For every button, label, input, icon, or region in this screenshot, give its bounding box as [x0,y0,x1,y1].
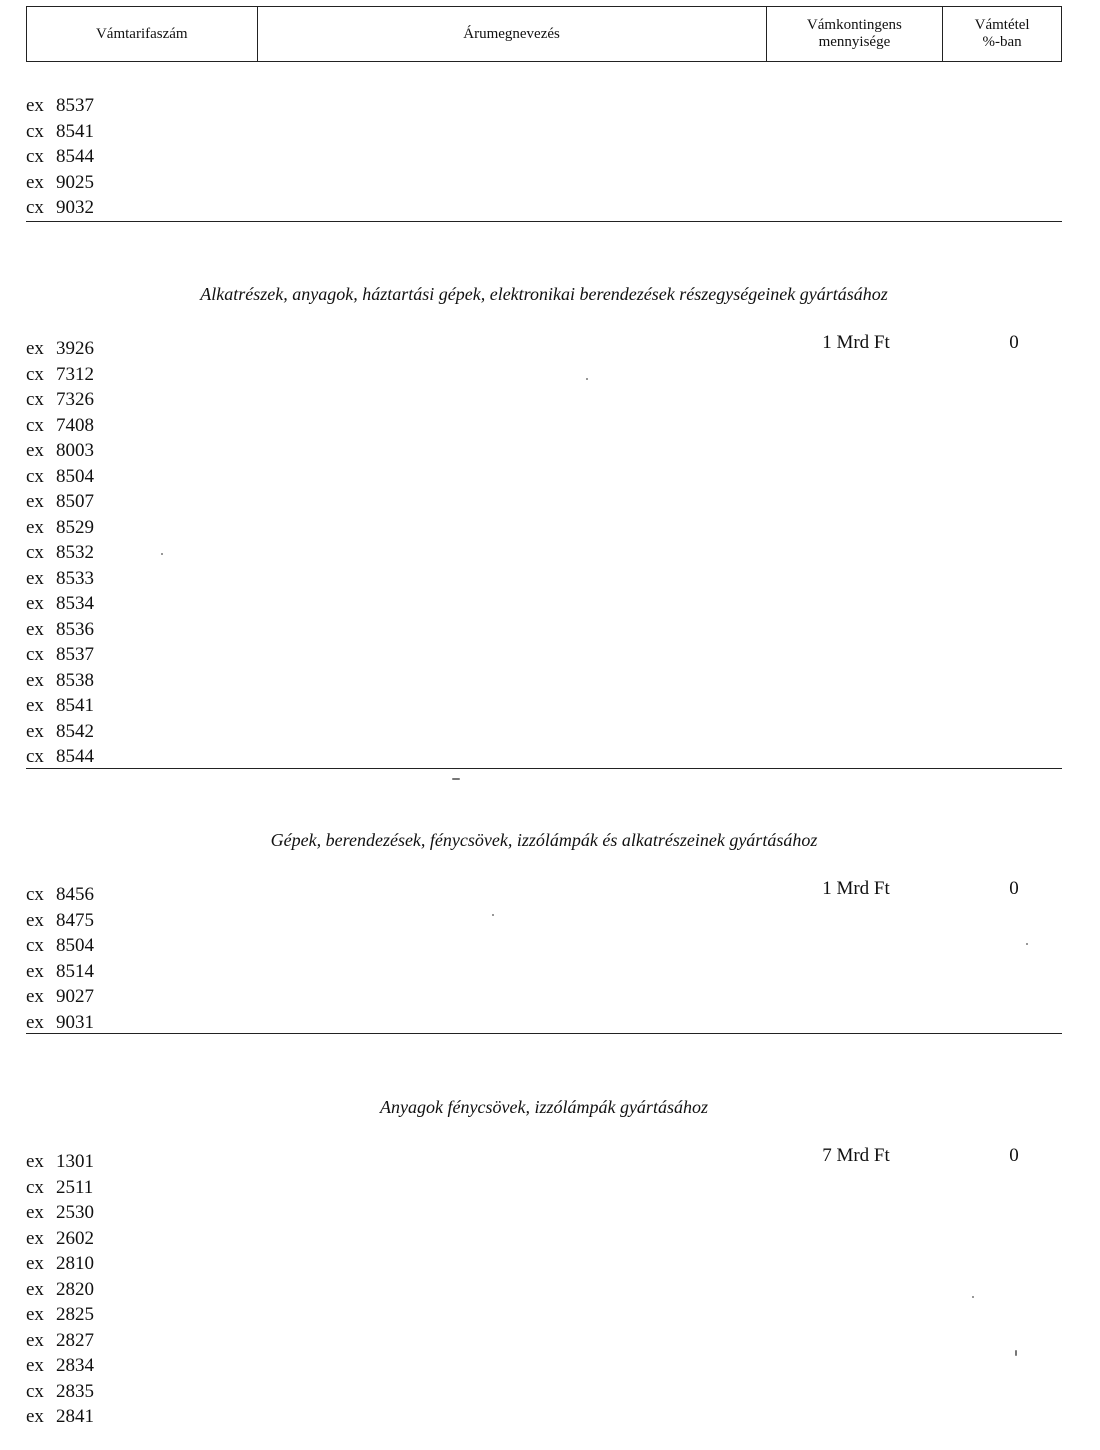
list-item: cx 7408 [26,414,94,436]
list-item: ex 2530 [26,1202,94,1223]
list-item: cx 7326 [26,389,94,410]
list-item: ex 2820 [26,1278,94,1300]
list-item: ex 9031 [26,1011,94,1033]
section-2-rate: 0 [1009,878,1019,899]
list-item: ex 8534 [26,593,94,614]
list-item: cx 8541 [26,120,94,142]
list-item: ex 2834 [26,1355,94,1376]
list-item: ex 8003 [26,440,94,461]
list-item: ex 2827 [26,1329,94,1351]
header-quota-label-line2: mennyisége [818,34,891,50]
header-rate-label-line2: %-ban [982,34,1022,50]
section-divider [26,1033,1062,1034]
list-item: ex 1301 [26,1151,94,1172]
section-title-1: Alkatrészek, anyagok, háztartási gépek, elektronikai berendezések részegységeinek gyártásához [200,284,888,304]
list-item: cx 8544 [26,746,94,767]
header-quota-label-line1: Vámkontingens [806,17,902,33]
list-item: cx 2835 [26,1380,94,1402]
list-item: ex 2825 [26,1304,94,1325]
list-item: cx 9032 [26,197,94,218]
list-item: ex 8537 [26,95,94,116]
section-divider [26,768,1062,769]
list-item: cx 8544 [26,146,94,167]
list-item: ex 8475 [26,909,94,931]
list-item: ex 2810 [26,1253,94,1274]
section-1-quota: 1 Mrd Ft [822,332,890,353]
section-3-code-list [26,1149,94,1430]
section-3-quota: 7 Mrd Ft [822,1145,890,1166]
top-code-list [26,93,94,221]
scan-speck [586,378,588,380]
list-item: ex 8541 [26,695,94,716]
list-item: cx 8504 [26,935,94,956]
list-item: ex 8536 [26,618,94,640]
section-2-code-list [26,882,94,1035]
list-item: ex 2841 [26,1406,94,1427]
header-code-label: Vámtarifaszám [95,25,188,42]
list-item: ex 9025 [26,171,94,193]
header-name-label: Árumegnevezés [463,25,560,42]
scan-speck [161,553,163,555]
list-item: ex 8533 [26,567,94,589]
list-item: ex 8542 [26,720,94,742]
section-title-3: Anyagok fénycsövek, izzólámpák gyártásához [380,1097,708,1117]
section-title-2: Gépek, berendezések, fénycsövek, izzólámpák és alkatrészeinek gyártásához [270,830,818,850]
list-item: cx 8456 [26,884,94,905]
header-code-column [27,7,258,61]
list-item: ex 8529 [26,516,94,538]
header-quota-column [767,7,944,61]
list-item: ex 8507 [26,491,94,512]
list-item: cx 8532 [26,542,94,563]
list-item: cx 2511 [26,1176,94,1198]
scan-speck [1026,943,1028,945]
section-2-quota: 1 Mrd Ft [822,878,890,899]
section-divider [26,221,1062,222]
table-header [26,6,1062,62]
list-item: ex 8538 [26,669,94,691]
list-item: ex 8514 [26,960,94,982]
list-item: cx 8504 [26,465,94,487]
scan-speck [972,1296,974,1298]
list-item: cx 7312 [26,363,94,385]
header-rate-label-line1: Vámtétel [974,17,1030,33]
scan-speck [492,914,494,916]
header-name-column [258,7,767,61]
list-item: ex 9027 [26,986,94,1007]
scan-speck [452,778,460,780]
header-rate-column [943,7,1061,61]
list-item: ex 3926 [26,338,94,359]
scan-speck [1015,1350,1017,1356]
list-item: ex 2602 [26,1227,94,1249]
section-3-rate: 0 [1009,1145,1019,1166]
section-1-rate: 0 [1009,332,1019,353]
section-1-code-list [26,336,94,770]
list-item: cx 8537 [26,644,94,665]
